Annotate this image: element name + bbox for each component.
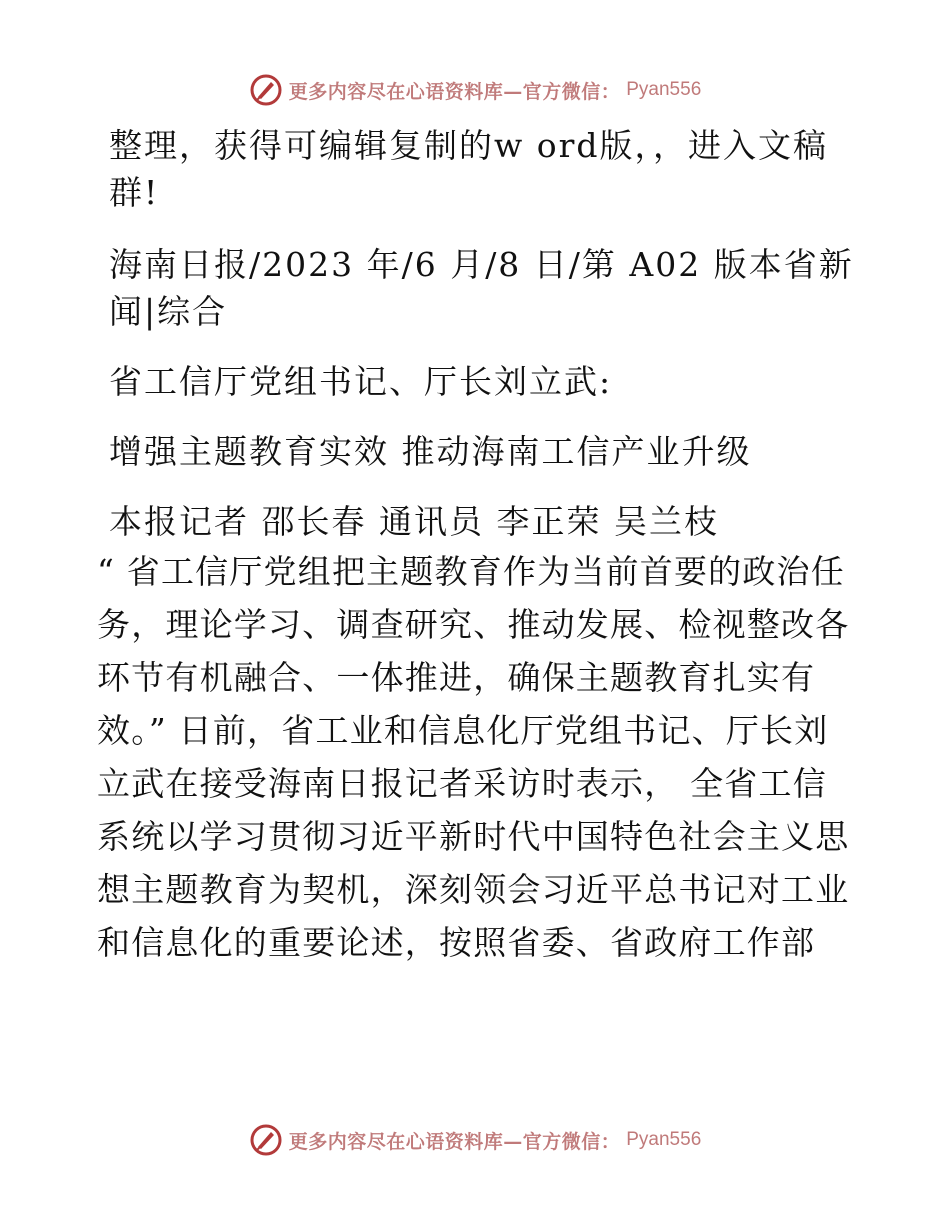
quill-seal-icon bbox=[249, 1123, 283, 1157]
header-watermark-banner bbox=[0, 70, 950, 110]
byline: 本报记者 邵长春 通讯员 李正荣 吴兰枝 bbox=[109, 502, 719, 541]
footer-banner-text: 更多内容尽在心语资料库—官方微信： bbox=[288, 1130, 621, 1153]
headline: 增强主题教育实效 推动海南工信产业升级 bbox=[109, 432, 752, 471]
source-line: 海南日报/2023 年/6 月/8 日/第 A02 版本省新闻|综合 bbox=[109, 245, 854, 331]
document-body bbox=[97, 122, 857, 969]
footer-watermark-banner bbox=[0, 1120, 950, 1160]
footer-wechat-id: Pyan556 bbox=[626, 1129, 702, 1150]
intro-paragraph: 整理，获得可编辑复制的w ord版，，进入文稿群! bbox=[109, 126, 829, 212]
subtitle: 省工信厅党组书记、厅长刘立武: bbox=[109, 362, 613, 401]
header-wechat-id: Pyan556 bbox=[626, 79, 702, 100]
quill-seal-icon bbox=[249, 73, 283, 107]
article-body: “ 省工信厅党组把主题教育作为当前首要的政治任务，理论学习、调查研究、推动发展、检视整改各环节有机融合、一体推进，确保主题教育扎实有效。” 日前，省工业和信息化厅党组书记、厅长刘立武在接受海南日报记者采访时表示， 全省工信系统以学习贯彻习近平新时代中国特色社会主义思想主题教育为契机，深刻领会习近平总书记对工业和信息化的重要论述，按照省委、省政府工作部 bbox=[97, 552, 850, 962]
header-banner-text: 更多内容尽在心语资料库—官方微信： bbox=[288, 80, 621, 103]
